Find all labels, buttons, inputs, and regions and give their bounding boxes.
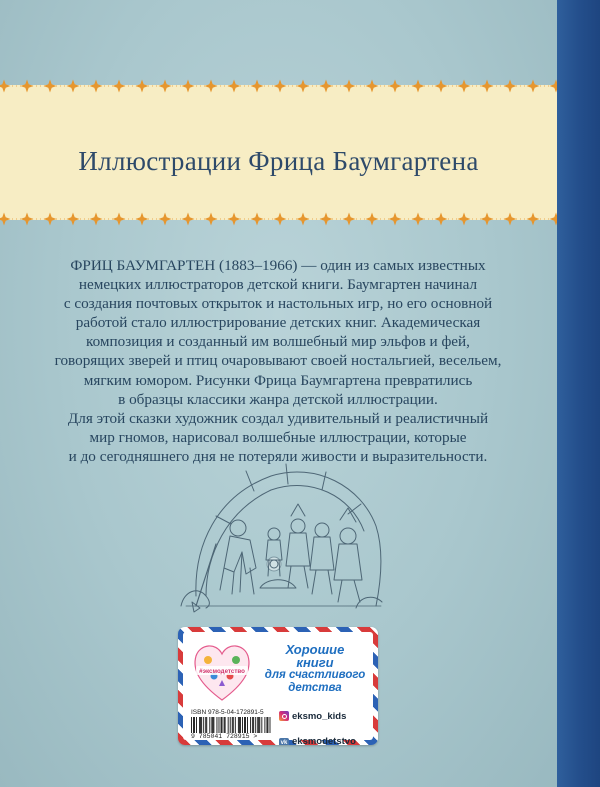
isbn-text: ISBN 978-5-04-172891-5 xyxy=(191,709,264,716)
star-ornament xyxy=(481,80,494,93)
star-ornament xyxy=(550,213,558,226)
description-line: немецких иллюстраторов детской книги. Баумгартен начинал xyxy=(78,276,478,294)
star-ornament xyxy=(343,213,356,226)
star-ornament xyxy=(67,80,80,93)
star-ornament xyxy=(182,213,195,226)
star-ornament xyxy=(527,213,540,226)
book-spine xyxy=(557,0,600,787)
star-border-top xyxy=(0,77,557,95)
star-ornament xyxy=(44,213,57,226)
star-ornament xyxy=(527,80,540,93)
description-line: говорящих зверей и птиц очаровывают своей ностальгией, весельем, xyxy=(54,352,502,370)
star-ornament xyxy=(113,213,126,226)
star-ornament xyxy=(228,80,241,93)
star-ornament xyxy=(297,80,310,93)
gnomes-illustration xyxy=(176,456,391,616)
social-links xyxy=(279,709,346,723)
star-ornament xyxy=(228,213,241,226)
star-ornament xyxy=(0,213,11,226)
instagram-icon xyxy=(279,711,289,721)
star-ornament xyxy=(504,80,517,93)
star-ornament xyxy=(366,80,379,93)
star-ornament xyxy=(389,80,402,93)
star-ornament xyxy=(21,213,34,226)
star-ornament xyxy=(251,80,264,93)
barcode-number: 9 785041 728915 > xyxy=(191,733,258,740)
instagram-handle: eksmo_kids xyxy=(292,710,347,722)
star-ornament xyxy=(458,80,471,93)
star-ornament xyxy=(67,213,80,226)
star-ornament xyxy=(504,213,517,226)
vk-icon: vk xyxy=(279,738,289,745)
star-ornament xyxy=(435,80,448,93)
star-ornament xyxy=(113,80,126,93)
star-ornament xyxy=(412,213,425,226)
description-line: ФРИЦ БАУМГАРТЕН (1883–1966) — один из самых известных xyxy=(70,257,486,274)
star-ornament xyxy=(412,80,425,93)
star-ornament xyxy=(0,80,11,93)
barcode xyxy=(191,717,271,733)
instagram-link[interactable] xyxy=(279,709,346,723)
star-ornament xyxy=(458,213,471,226)
description-line: мир гномов, нарисовал волшебные иллюстрации, которые xyxy=(89,428,467,446)
star-border-bottom xyxy=(0,210,557,228)
vk-link[interactable] xyxy=(279,736,356,745)
star-ornament xyxy=(159,80,172,93)
star-ornament xyxy=(274,80,287,93)
star-ornament xyxy=(550,80,558,93)
slogan-line: детства xyxy=(288,682,342,694)
star-ornament xyxy=(366,213,379,226)
star-ornament xyxy=(21,80,34,93)
sticker-panel xyxy=(183,632,373,745)
star-ornament xyxy=(159,213,172,226)
star-ornament xyxy=(481,213,494,226)
star-ornament xyxy=(136,213,149,226)
star-ornament xyxy=(435,213,448,226)
star-ornament xyxy=(90,213,103,226)
slogan-text xyxy=(261,643,369,695)
star-ornament xyxy=(136,80,149,93)
star-ornament xyxy=(44,80,57,93)
slogan-line: Хорошие xyxy=(285,642,345,657)
star-ornament xyxy=(320,213,333,226)
star-ornament xyxy=(205,80,218,93)
description-line: Для этой сказки художник создал удивительный и реалистичный xyxy=(67,409,489,427)
star-ornament xyxy=(297,213,310,226)
star-ornament xyxy=(320,80,333,93)
star-ornament xyxy=(182,80,195,93)
star-ornament xyxy=(389,213,402,226)
description-line: и до сегодняшнего дня не потеряли живости и выразительности. xyxy=(68,447,488,465)
description-text xyxy=(48,256,508,466)
star-ornament xyxy=(205,213,218,226)
eksmodetstvo-logo xyxy=(190,636,254,706)
description-line: мягким юмором. Рисунки Фрица Баумгартена превратились xyxy=(83,371,473,389)
vk-handle: eksmodetstvo xyxy=(292,736,356,745)
star-ornament xyxy=(274,213,287,226)
star-ornament xyxy=(90,80,103,93)
star-ornament xyxy=(343,80,356,93)
banner-title: Иллюстрации Фрица Баумгартена xyxy=(78,146,479,176)
slogan-line: для счастливого xyxy=(264,669,366,681)
star-ornament xyxy=(251,213,264,226)
svg-text:#эксмодетство: #эксмодетство xyxy=(199,668,245,675)
description-line: композиция и созданный им волшебный мир эльфов и фей, xyxy=(86,333,470,351)
description-line: в образцы классики жанра детской иллюстрации. xyxy=(118,390,438,408)
slogan-line: книги xyxy=(296,655,334,670)
publisher-sticker xyxy=(178,627,378,745)
description-line: с создания почтовых открыток и настольных игр, но его основной xyxy=(63,295,493,313)
description-line: работой стало иллюстрирование детских книг. Академическая xyxy=(75,314,481,332)
